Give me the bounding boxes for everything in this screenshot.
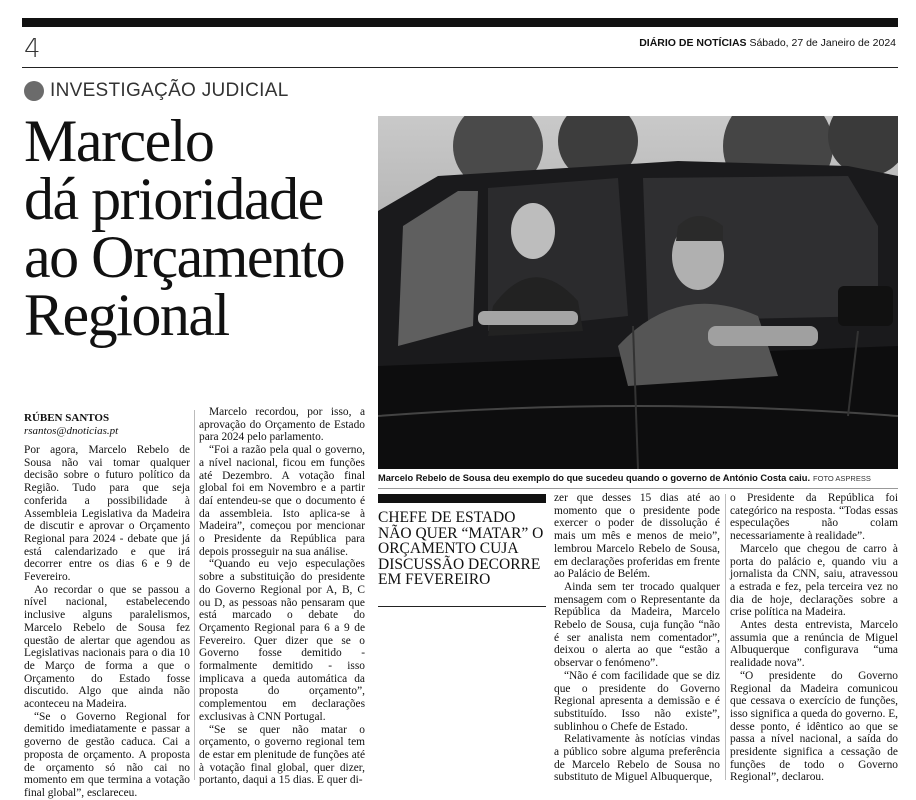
paragraph: Marcelo recordou, por isso, a aprovação do Orçamento de Estado para 2024 pelo parlamento.: [199, 406, 365, 444]
news-photo: [378, 116, 898, 469]
article-column-4: [730, 492, 898, 784]
paragraph: “Foi a razão pela qual o governo, a nível nacional, ficou em funções até Dezembro. A votação final global foi em Novembro e a partir daí entendeu-se que o documento é da assembleia. Isto aplica-se à Madeira”, começou por mencionar o Presidente da República para depois prosseguir na sua análise.: [199, 444, 365, 558]
top-bar: [22, 18, 898, 27]
photo-caption: [378, 473, 898, 483]
paragraph: Marcelo que chegou de carro à porta do palácio e, quando viu a jornalista da CNN, saiu, atravessou a estrada e fez, pela terceira vez no dia de hoje, declarações sobre a crise política na Madeira.: [730, 542, 898, 619]
column-divider: [725, 494, 726, 780]
paragraph: Ao recordar o que se passou a nível nacional, estabelecendo inclusive alguns paralelismos, Marcelo Rebelo de Sousa fez questão de alertar que agendou as Legislativas nacionais para o dia 10 de Março de forma a que o Orçamento do Estado fosse discutido. Algo que ainda não aconteceu na Madeira.: [24, 583, 190, 711]
masthead: [639, 37, 896, 49]
section-title: INVESTIGAÇÃO JUDICIAL: [50, 80, 289, 101]
headline-line: ao Orçamento: [24, 224, 345, 290]
author-email: rsantos@dnoticias.pt: [24, 425, 119, 437]
headline-line: dá prioridade: [24, 166, 323, 232]
paragraph: Ainda sem ter trocado qualquer mensagem com o Representante da República da Madeira, Marcelo Rebelo de Sousa, cuja função “não é ser analista nem comentador”, deixou o alerta ao que “estão a observar o fenómeno”.: [554, 580, 720, 670]
caption-text: Marcelo Rebelo de Sousa deu exemplo do que sucedeu quando o governo de António Costa caiu.: [378, 473, 811, 483]
pullquote-rule: [378, 606, 546, 607]
paragraph: “Se se quer não matar o orçamento, o governo regional tem de estar em plenitude de funções até à votação final global, quer dizer, portanto, daqui a 15 dias. E quer di-: [199, 723, 365, 787]
column-divider: [194, 410, 195, 780]
header-rule: [22, 67, 898, 68]
pullquote: CHEFE DE ESTADO NÃO QUER “MATAR” O ORÇAMENTO CUJA DISCUSSÃO DECORRE EM FEVEREIRO: [378, 509, 544, 588]
section-label: [24, 80, 289, 102]
paragraph: Relativamente às notícias vindas a público sobre alguma preferência de Marcelo Rebelo de Sousa no substituto de Miguel Albuquerque,: [554, 733, 720, 784]
paragraph: “Não é com facilidade que se diz que o presidente do Governo Regional apresenta a demissão e é substituído. Isso não existe”, sublinhou o Chefe de Estado.: [554, 669, 720, 733]
paragraph: “Se o Governo Regional for demitido imediatamente e passar a governo de gestão caduca. Cai a proposta de orçamento. A proposta de orçamento só não cai no momento em que termina a votação final global”, esclareceu.: [24, 710, 190, 799]
paragraph: Por agora, Marcelo Rebelo de Sousa não vai tomar qualquer decisão sobre o futuro político da Região. Tudo para que seja conferida a possibilidade à Assembleia Legislativa da Madeira de discutir e aprovar o Orçamento Regional para 2024 - debate que já está calendarizado e que irá decorrer entre os dias 6 e 9 de Fevereiro.: [24, 444, 190, 584]
article-column-1: [24, 444, 190, 800]
headline: [24, 108, 374, 348]
caption-rule: [378, 488, 898, 489]
paragraph: “Quando eu vejo especulações sobre a substituição do presidente do Governo Regional por A, B, C ou D, as pessoas não pensaram que está marcado o debate do Orçamento Regional para 6 a 9 de Fevereiro. Quer dizer que se o Governo fosse demitido - formalmente demitido - isso implicava a queda automática da proposta do orçamento”, complementou em declarações exclusivas à CNN Portugal.: [199, 558, 365, 723]
page-number: 4: [24, 34, 41, 64]
pullquote-bar: [378, 494, 546, 503]
masthead-name: DIÁRIO DE NOTÍCIAS: [639, 37, 747, 49]
paragraph: o Presidente da República foi categórico na resposta. “Todas essas especulações não colam necessariamente à realidade”.: [730, 492, 898, 543]
paragraph: zer que desses 15 dias até ao momento que o presidente pode exercer o poder de dissolução é mais um mês e menos de meio”, lembrou Marcelo Rebelo de Sousa, em declarações proferidas em frente ao Palácio de Belém.: [554, 492, 720, 581]
headline-line: Regional: [24, 282, 229, 348]
byline: [24, 412, 118, 438]
photo-credit: FOTO ASPRESS: [813, 474, 871, 483]
headline-line: Marcelo: [24, 108, 214, 174]
article-column-3: [554, 492, 720, 784]
section-dot-icon: [24, 81, 44, 101]
author-name: RÚBEN SANTOS: [24, 412, 110, 424]
car-photo-illustration: [378, 116, 898, 469]
paragraph: Antes desta entrevista, Marcelo assumia que a renúncia de Miguel Albuquerque configurava “uma realidade nova”.: [730, 619, 898, 670]
article-column-2: [199, 406, 365, 787]
paragraph: “O presidente do Governo Regional da Madeira comunicou que cessava o exercício de funções, isso significa a queda do governo. E, desse ponto, é idêntico ao que se passa a nível nacional, a saída do presidente significa a cessação de funções de todo o Governo Regional”, declarou.: [730, 669, 898, 784]
masthead-date: Sábado, 27 de Janeiro de 2024: [749, 37, 896, 49]
